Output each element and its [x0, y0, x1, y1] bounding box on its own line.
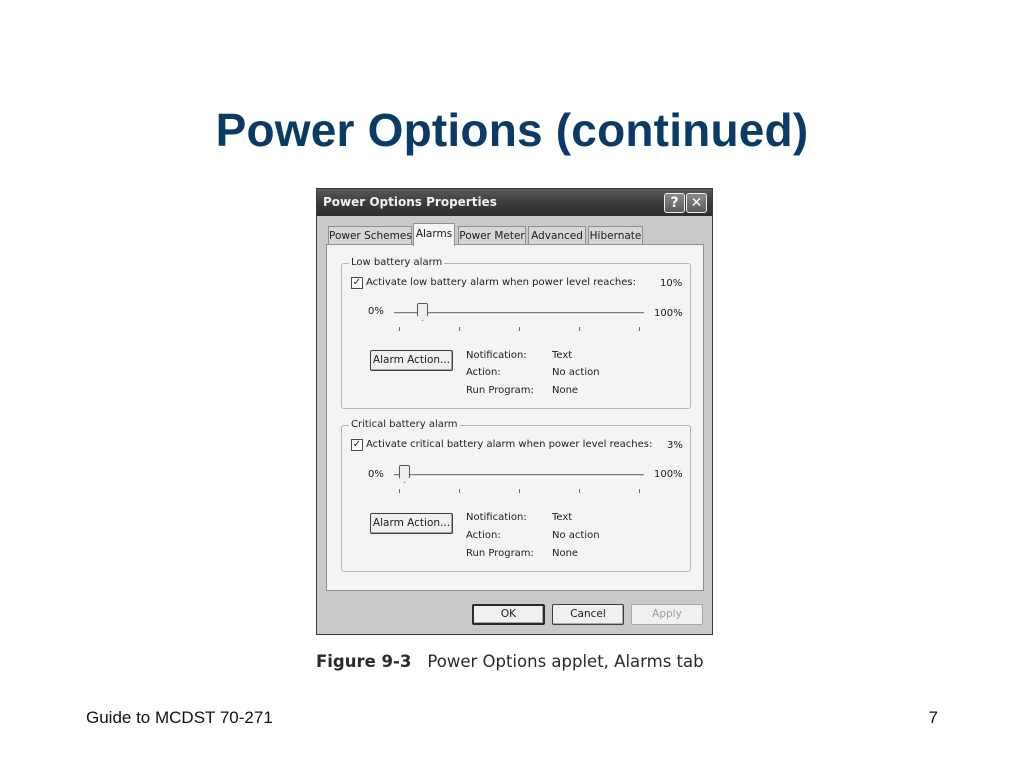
critical-battery-slider-tick [399, 489, 400, 493]
critical-battery-slider-tick [519, 489, 520, 493]
low-battery-slider-tick [519, 327, 520, 331]
critical-battery-legend: Critical battery alarm [351, 419, 458, 430]
dialog-title: Power Options Properties [323, 195, 497, 209]
critical-battery-run-program-label: Run Program: [466, 548, 534, 559]
critical-battery-slider-tick [639, 489, 640, 493]
tab-hibernate[interactable]: Hibernate [588, 226, 643, 245]
help-button[interactable]: ? [664, 193, 685, 213]
critical-battery-slider-thumb[interactable] [399, 465, 410, 483]
critical-battery-group [341, 419, 691, 572]
low-battery-action-label: Action: [466, 367, 501, 378]
low-battery-action-value: No action [552, 367, 600, 378]
low-battery-alarm-action-button[interactable]: Alarm Action... [370, 350, 453, 371]
critical-battery-run-program-value: None [552, 548, 579, 559]
low-battery-legend: Low battery alarm [351, 257, 443, 268]
tab-alarms[interactable]: Alarms [413, 223, 455, 246]
low-battery-slider-tick [579, 327, 580, 331]
slide-page-number: 7 [928, 708, 938, 727]
low-battery-notification-label: Notification: [466, 350, 527, 361]
low-battery-slider-thumb[interactable] [417, 303, 428, 321]
low-battery-slider-tick [639, 327, 640, 331]
footer-course-title: Guide to MCDST 70-271 [86, 708, 273, 727]
critical-battery-min-label: 0% [368, 469, 384, 480]
alarms-tab-panel [326, 244, 704, 591]
apply-button[interactable]: Apply [631, 604, 703, 625]
critical-battery-slider-tick [579, 489, 580, 493]
critical-battery-checkbox[interactable]: ✓ [352, 439, 362, 450]
tab-power-meter[interactable]: Power Meter [458, 226, 526, 245]
tab-power-schemes[interactable]: Power Schemes [328, 226, 412, 245]
low-battery-level-value: 10% [660, 278, 683, 289]
cancel-button[interactable]: Cancel [552, 604, 624, 625]
low-battery-run-program-value: None [552, 385, 579, 396]
critical-battery-checkbox-label: Activate critical battery alarm when power level reaches: [366, 439, 653, 450]
low-battery-checkbox[interactable]: ✓ [352, 277, 362, 288]
critical-battery-level-value: 3% [667, 440, 683, 451]
slide-title: Power Options (continued) [215, 104, 809, 156]
critical-battery-max-label: 100% [654, 469, 683, 480]
low-battery-run-program-label: Run Program: [466, 385, 534, 396]
critical-battery-alarm-action-button[interactable]: Alarm Action... [370, 513, 453, 534]
critical-battery-slider-track[interactable] [394, 474, 644, 477]
critical-battery-notification-label: Notification: [466, 512, 527, 523]
low-battery-max-label: 100% [654, 308, 683, 319]
critical-battery-slider-tick [459, 489, 460, 493]
low-battery-min-label: 0% [368, 306, 384, 317]
figure-caption-text: Power Options applet, Alarms tab [427, 652, 704, 671]
ok-button[interactable]: OK [472, 604, 545, 625]
dialog-titlebar[interactable] [317, 189, 712, 216]
tab-advanced[interactable]: Advanced [528, 226, 586, 245]
low-battery-slider-track[interactable] [394, 312, 644, 315]
low-battery-slider-tick [399, 327, 400, 331]
critical-battery-action-label: Action: [466, 530, 501, 541]
close-button[interactable]: ✕ [686, 193, 707, 213]
low-battery-slider-tick [459, 327, 460, 331]
power-options-dialog [316, 188, 713, 635]
figure-number: Figure 9-3 [316, 652, 412, 671]
low-battery-notification-value: Text [552, 350, 573, 361]
low-battery-group [341, 257, 691, 409]
critical-battery-notification-value: Text [552, 512, 573, 523]
low-battery-checkbox-label: Activate low battery alarm when power level reaches: [366, 277, 636, 288]
critical-battery-action-value: No action [552, 530, 600, 541]
figure-caption [316, 652, 716, 671]
